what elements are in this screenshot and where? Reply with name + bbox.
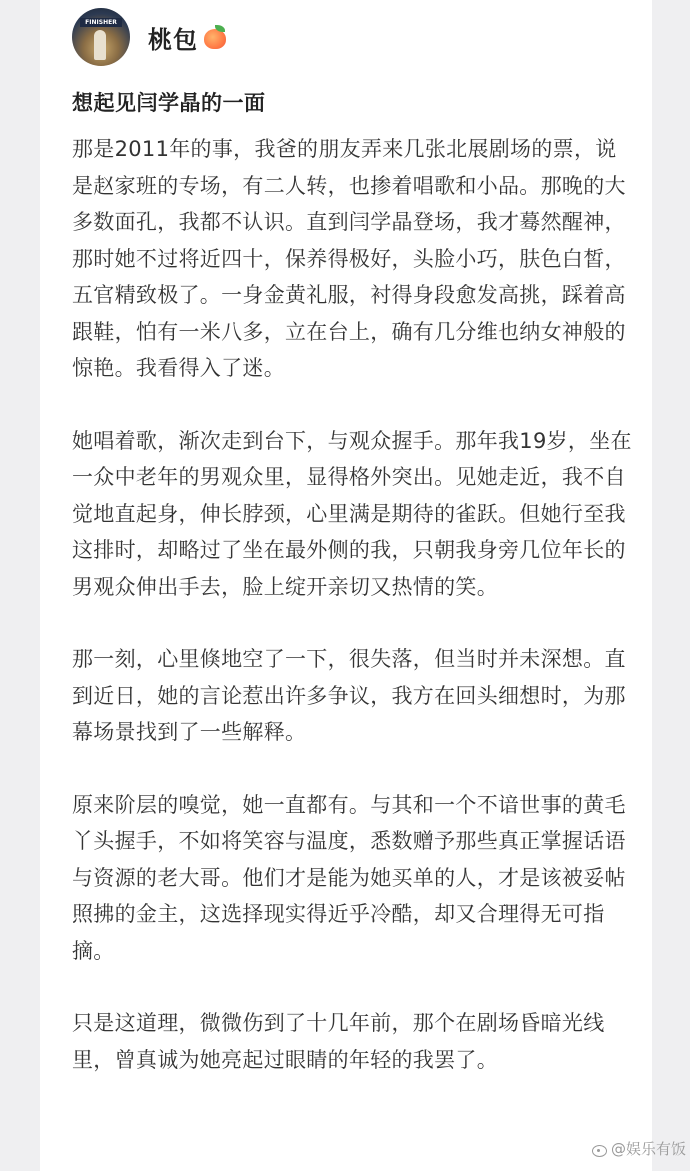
avatar-banner-text: FINISHER (80, 18, 122, 27)
avatar[interactable] (72, 8, 130, 66)
article-body (72, 131, 632, 1114)
peach-icon (202, 25, 228, 49)
paragraph: 原来阶层的嗅觉，她一直都有。与其和一个不谙世事的黄毛丫头握手，不如将笑容与温度，悉数赠予那些真正掌握话语与资源的老大哥。他们才是能为她买单的人，才是该被妥帖照拂的金主，这选择现实得近乎冷酷，却又合理得无可指摘。 (72, 792, 626, 963)
paragraph: 她唱着歌，渐次走到台下，与观众握手。那年我19岁，坐在一众中老年的男观众里，显得格外突出。见她走近，我不自觉地直起身，伸长脖颈，心里满是期待的雀跃。但她行至我这排时，却略过了坐在最外侧的我，只朝我身旁几位年长的男观众伸出手去，脸上绽开亲切又热情的笑。 (72, 428, 632, 599)
post-header (72, 8, 228, 66)
watermark (592, 1138, 686, 1159)
paragraph: 那一刻，心里倏地空了一下，很失落，但当时并未深想。直到近日，她的言论惹出许多争议，我方在回头细想时，为那幕场景找到了一些解释。 (72, 647, 626, 744)
watermark-text: @娱乐有饭 (610, 1140, 686, 1158)
weibo-icon (592, 1142, 608, 1156)
article-title: 想起见闫学晶的一面 (72, 91, 266, 115)
paragraph: 那是2011年的事，我爸的朋友弄来几张北展剧场的票，说是赵家班的专场，有二人转，也掺着唱歌和小品。那晚的大多数面孔，我都不认识。直到闫学晶登场，我才蓦然醒神，那时她不过将近四十，保养得极好，头脸小巧，肤色白皙，五官精致极了。一身金黄礼服，衬得身段愈发高挑，踩着高跟鞋，怕有一米八多，立在台上，确有几分维也纳女神般的惊艳。我看得入了迷。 (72, 137, 626, 380)
username[interactable]: 桃包 (148, 25, 198, 54)
avatar-figure (94, 30, 106, 60)
paragraph: 只是这道理，微微伤到了十几年前，那个在剧场昏暗光线里，曾真诚为她亮起过眼睛的年轻的我罢了。 (72, 1011, 605, 1072)
